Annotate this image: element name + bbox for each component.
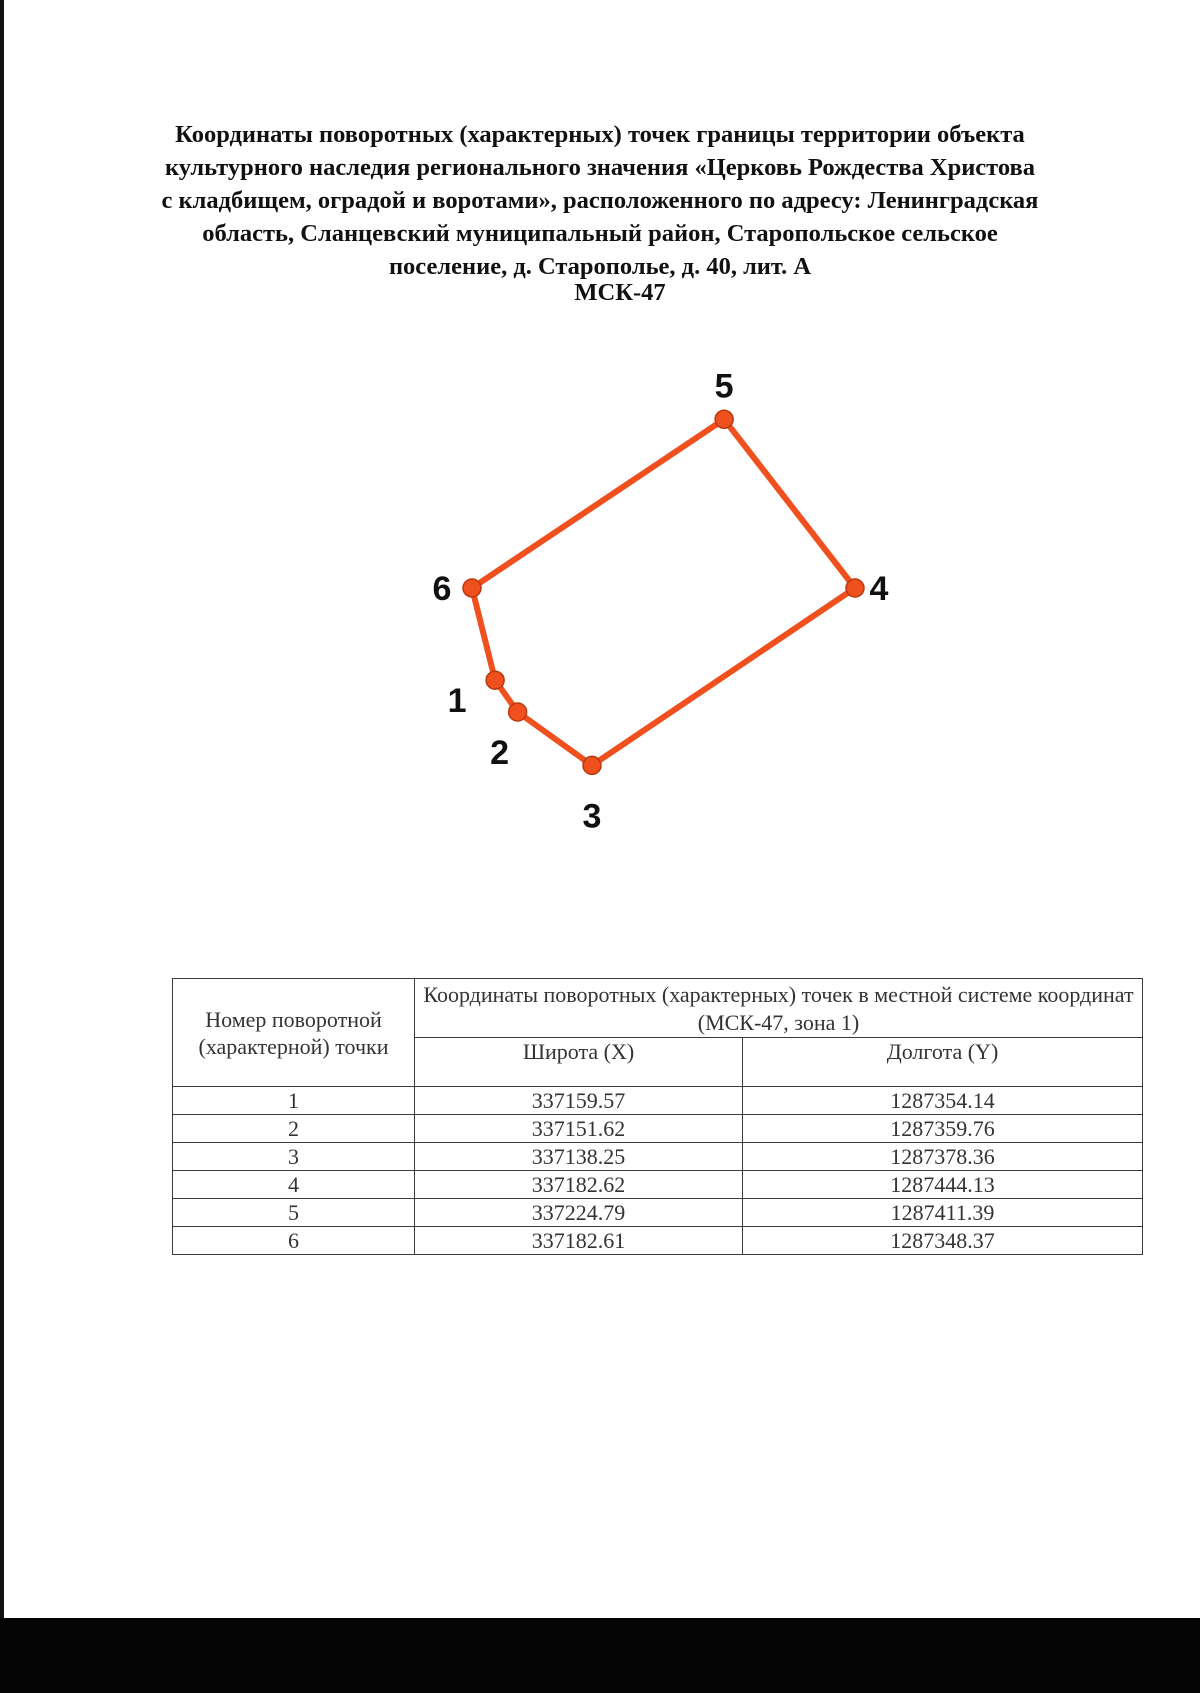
cell-point-number: 4 <box>173 1171 415 1199</box>
header-longitude: Долгота (Y) <box>743 1038 1143 1087</box>
boundary-point-label-1: 1 <box>447 682 467 721</box>
boundary-point-label-3: 3 <box>582 797 602 836</box>
boundary-polygon <box>472 419 855 765</box>
cell-longitude: 1287411.39 <box>743 1199 1143 1227</box>
table-row <box>173 1171 1143 1199</box>
header-point-number: Номер поворотной (характерной) точки <box>173 979 415 1087</box>
coordinate-system-label: МСК-47 <box>574 279 666 306</box>
table-row <box>173 1227 1143 1255</box>
boundary-point-label-2: 2 <box>490 734 510 772</box>
cell-point-number: 1 <box>173 1087 415 1115</box>
table-row <box>173 1087 1143 1115</box>
header-coordinates: Координаты поворотных (характерных) точек в местной системе координат (МСК-47, зона 1) <box>415 979 1143 1038</box>
title-line-5: поселение, д. Старополье, д. 40, лит. А <box>388 253 812 280</box>
cell-latitude: 337224.79 <box>415 1199 743 1227</box>
cell-point-number: 5 <box>173 1199 415 1227</box>
header-latitude: Широта (X) <box>415 1038 743 1087</box>
cell-longitude: 1287378.36 <box>743 1143 1143 1171</box>
boundary-point-label-6: 6 <box>432 570 452 608</box>
cell-point-number: 6 <box>173 1227 415 1255</box>
boundary-labels <box>433 367 889 835</box>
boundary-point-2 <box>509 703 527 721</box>
cell-longitude: 1287444.13 <box>743 1171 1143 1199</box>
boundary-point-3 <box>583 756 601 774</box>
cell-point-number: 3 <box>173 1143 415 1171</box>
coordinates-table <box>172 978 1143 1255</box>
cell-latitude: 337138.25 <box>415 1143 743 1171</box>
title-line-2: культурного наследия регионального значения «Церковь Рождества Христова <box>164 154 1036 181</box>
boundary-point-4 <box>846 579 864 597</box>
title-line-1: Координаты поворотных (характерных) точек границы территории объекта <box>175 121 1025 148</box>
boundary-point-1 <box>486 671 504 689</box>
cell-longitude: 1287359.76 <box>743 1115 1143 1143</box>
cell-longitude: 1287354.14 <box>743 1087 1143 1115</box>
cell-latitude: 337151.62 <box>415 1115 743 1143</box>
boundary-point-label-4: 4 <box>869 570 889 608</box>
table-row <box>173 1143 1143 1171</box>
table-row <box>173 1199 1143 1227</box>
cell-longitude: 1287348.37 <box>743 1227 1143 1255</box>
title-line-4: область, Сланцевский муниципальный район, Старопольское сельское <box>202 220 998 247</box>
scan-bottom-band <box>0 1618 1200 1693</box>
cell-latitude: 337182.61 <box>415 1227 743 1255</box>
cell-latitude: 337159.57 <box>415 1087 743 1115</box>
boundary-point-5 <box>715 410 733 428</box>
boundary-point-label-5: 5 <box>714 367 734 406</box>
cell-latitude: 337182.62 <box>415 1171 743 1199</box>
boundary-point-6 <box>463 579 481 597</box>
table-row <box>173 1115 1143 1143</box>
cell-point-number: 2 <box>173 1115 415 1143</box>
title-line-3: с кладбищем, оградой и воротами», расположенного по адресу: Ленинградская <box>161 187 1039 214</box>
